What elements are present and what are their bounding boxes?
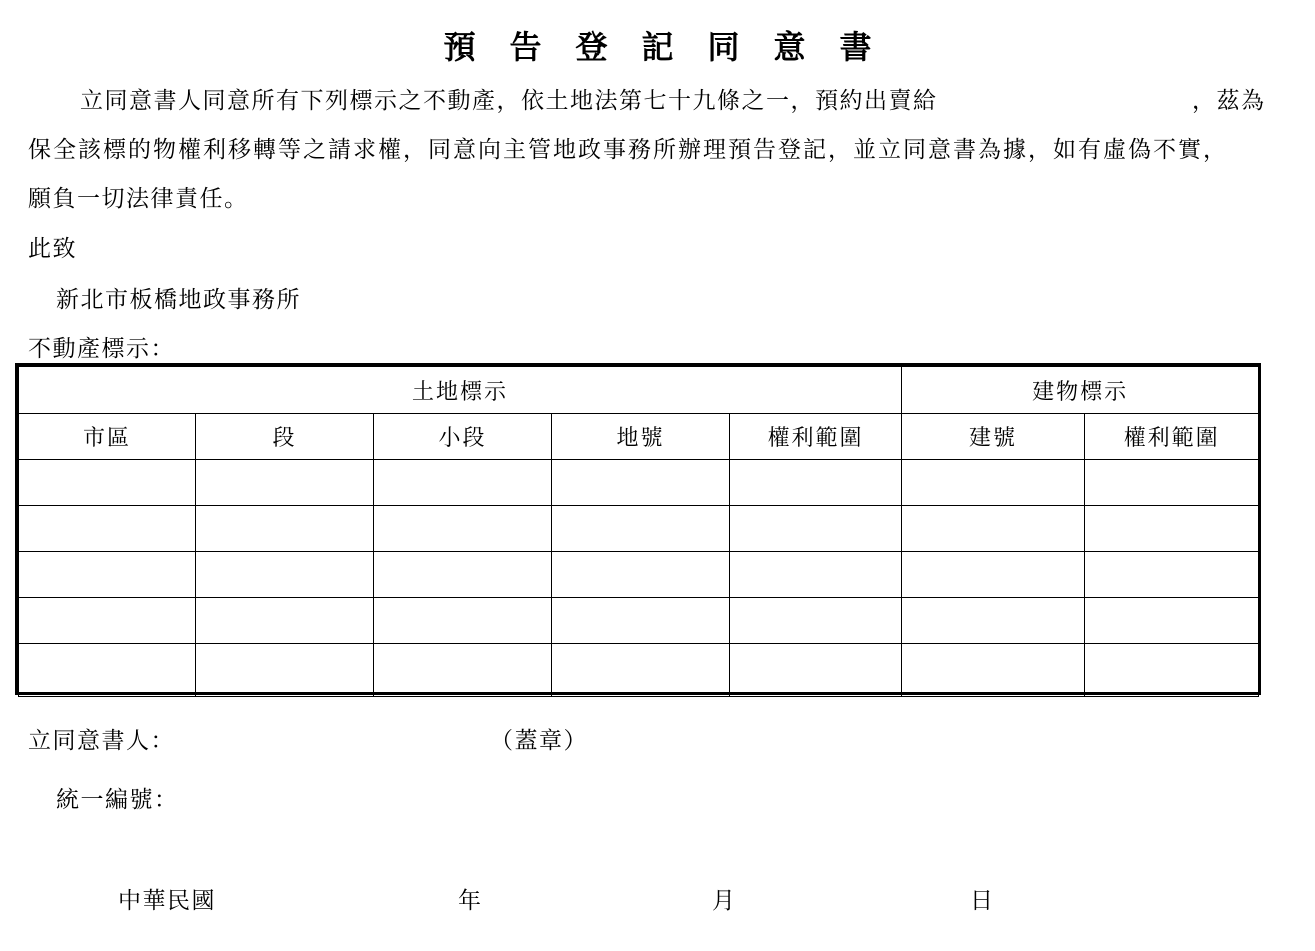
table-row [19, 506, 1259, 552]
table-cell [1085, 506, 1259, 552]
table-cell [19, 460, 196, 506]
date-year: 年 [458, 888, 483, 914]
table-row [19, 552, 1259, 598]
table-cell [902, 644, 1085, 697]
date-era: 中華民國 [118, 888, 216, 914]
table-cell [730, 460, 902, 506]
header-building-group: 建物標示 [902, 367, 1259, 414]
header-building-number: 建號 [902, 414, 1085, 460]
table-cell [196, 506, 374, 552]
property-label: 不動產標示： [28, 336, 175, 362]
table-cell [374, 598, 552, 644]
table-cell [1085, 644, 1259, 697]
body-line-1: 立同意書人同意所有下列標示之不動產，依土地法第七十九條之一，預約出賣給 [80, 88, 938, 114]
table-cell [1085, 598, 1259, 644]
recipient-office: 新北市板橋地政事務所 [56, 287, 301, 313]
table-cell [902, 460, 1085, 506]
property-table [15, 363, 1261, 695]
table-cell [374, 644, 552, 697]
tax-id-label: 統一編號： [56, 787, 179, 813]
table-cell [196, 460, 374, 506]
table-cell [552, 506, 730, 552]
header-land-group: 土地標示 [19, 367, 902, 414]
table-cell [19, 644, 196, 697]
table-cell [552, 552, 730, 598]
table-cell [552, 460, 730, 506]
table-cell [196, 598, 374, 644]
header-building-rights-scope: 權利範圍 [1085, 414, 1259, 460]
body-line-3: 願負一切法律責任。 [28, 186, 249, 212]
header-section: 段 [196, 414, 374, 460]
table-cell [730, 644, 902, 697]
header-subsection: 小段 [374, 414, 552, 460]
table-row [19, 644, 1259, 697]
header-land-rights-scope: 權利範圍 [730, 414, 902, 460]
table-cell [1085, 552, 1259, 598]
table-cell [19, 506, 196, 552]
table-cell [374, 506, 552, 552]
table-cell [196, 552, 374, 598]
header-city: 市區 [19, 414, 196, 460]
table-cell [902, 506, 1085, 552]
table-cell [902, 598, 1085, 644]
table-cell [552, 598, 730, 644]
signer-label: 立同意書人： [28, 728, 175, 754]
table-row [19, 460, 1259, 506]
seal-label: （蓋章） [490, 728, 588, 754]
table-cell [374, 460, 552, 506]
table-cell [19, 552, 196, 598]
salutation: 此致 [28, 236, 77, 262]
table-cell [1085, 460, 1259, 506]
table-cell [374, 552, 552, 598]
table-row [19, 598, 1259, 644]
table-cell [730, 552, 902, 598]
table-cell [19, 598, 196, 644]
document-title: 預告登記同意書 [443, 28, 906, 66]
body-line-2: 保全該標的物權利移轉等之請求權，同意向主管地政事務所辦理預告登記，並立同意書為據，如有虛偽不實， [28, 137, 1228, 163]
table-cell [730, 598, 902, 644]
table-cell [730, 506, 902, 552]
table-cell [552, 644, 730, 697]
header-lot-number: 地號 [552, 414, 730, 460]
table-cell [196, 644, 374, 697]
date-month: 月 [712, 888, 737, 914]
body-line-1-end: ，茲為 [1192, 88, 1266, 114]
table-cell [902, 552, 1085, 598]
date-day: 日 [970, 888, 995, 914]
